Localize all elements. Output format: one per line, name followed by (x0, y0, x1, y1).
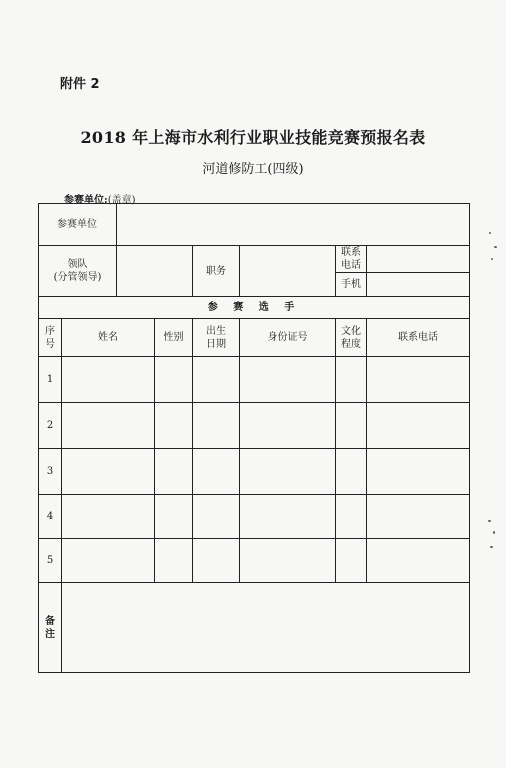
scan-speck (494, 246, 497, 248)
col-id: 身份证号 (240, 319, 336, 357)
org-field[interactable] (117, 204, 470, 246)
edu-cell[interactable] (336, 495, 367, 539)
id-cell[interactable] (240, 495, 336, 539)
leader-row (39, 246, 470, 273)
section-row (39, 297, 470, 319)
row-number: 4 (39, 495, 62, 539)
org-label: 参赛单位 (39, 204, 117, 246)
position-label: 职务 (193, 246, 240, 297)
col-gender: 性别 (155, 319, 193, 357)
birth-cell[interactable] (193, 539, 240, 583)
row-number: 2 (39, 403, 62, 449)
edu-cell[interactable] (336, 403, 367, 449)
col-name: 姓名 (62, 319, 155, 357)
phone-field[interactable] (367, 246, 470, 273)
row-number: 1 (39, 357, 62, 403)
birth-cell[interactable] (193, 403, 240, 449)
phone-cell[interactable] (367, 495, 470, 539)
scan-speck (488, 520, 491, 522)
section-title: 参 赛 选 手 (39, 297, 470, 319)
leader-field[interactable] (117, 246, 193, 297)
org-row (39, 204, 470, 246)
row-number: 5 (39, 539, 62, 583)
phone-cell[interactable] (367, 357, 470, 403)
unit-label: 参赛单位: (64, 195, 108, 206)
id-cell[interactable] (240, 449, 336, 495)
table-row (39, 539, 470, 583)
annex-label: 附件 2 (60, 77, 100, 92)
gender-cell[interactable] (155, 449, 193, 495)
edu-cell[interactable] (336, 449, 367, 495)
birth-cell[interactable] (193, 357, 240, 403)
mobile-label: 手机 (336, 273, 367, 297)
unit-note: (盖章) (107, 195, 136, 206)
phone-cell[interactable] (367, 539, 470, 583)
birth-cell[interactable] (193, 495, 240, 539)
table-row (39, 403, 470, 449)
id-cell[interactable] (240, 539, 336, 583)
name-cell[interactable] (62, 495, 155, 539)
name-cell[interactable] (62, 357, 155, 403)
phone-cell[interactable] (367, 449, 470, 495)
gender-cell[interactable] (155, 539, 193, 583)
edu-cell[interactable] (336, 539, 367, 583)
name-cell[interactable] (62, 403, 155, 449)
gender-cell[interactable] (155, 403, 193, 449)
mobile-field[interactable] (367, 273, 470, 297)
remark-row (39, 583, 470, 673)
remark-field[interactable] (62, 583, 470, 673)
edu-cell[interactable] (336, 357, 367, 403)
leader-label: 领队 (分管领导) (39, 246, 117, 297)
table-row (39, 449, 470, 495)
id-cell[interactable] (240, 357, 336, 403)
position-field[interactable] (240, 246, 336, 297)
scan-speck (491, 258, 493, 260)
scan-speck (489, 232, 491, 234)
birth-cell[interactable] (193, 449, 240, 495)
phone-cell[interactable] (367, 403, 470, 449)
gender-cell[interactable] (155, 357, 193, 403)
id-cell[interactable] (240, 403, 336, 449)
column-header-row (39, 319, 470, 357)
table-row (39, 357, 470, 403)
phone-label: 联系 电话 (336, 246, 367, 273)
registration-form-table (38, 203, 470, 673)
name-cell[interactable] (62, 539, 155, 583)
gender-cell[interactable] (155, 495, 193, 539)
scan-speck (490, 546, 493, 548)
col-no: 序 号 (39, 319, 62, 357)
remark-label: 备 注 (39, 583, 62, 673)
col-phone: 联系电话 (367, 319, 470, 357)
table-row (39, 495, 470, 539)
col-edu: 文化 程度 (336, 319, 367, 357)
col-birth: 出生 日期 (193, 319, 240, 357)
page-subtitle: 河道修防工(四级) (202, 162, 304, 177)
name-cell[interactable] (62, 449, 155, 495)
page-title: 2018 年上海市水利行业职业技能竞赛预报名表 (80, 128, 426, 147)
scan-speck (493, 531, 495, 534)
row-number: 3 (39, 449, 62, 495)
